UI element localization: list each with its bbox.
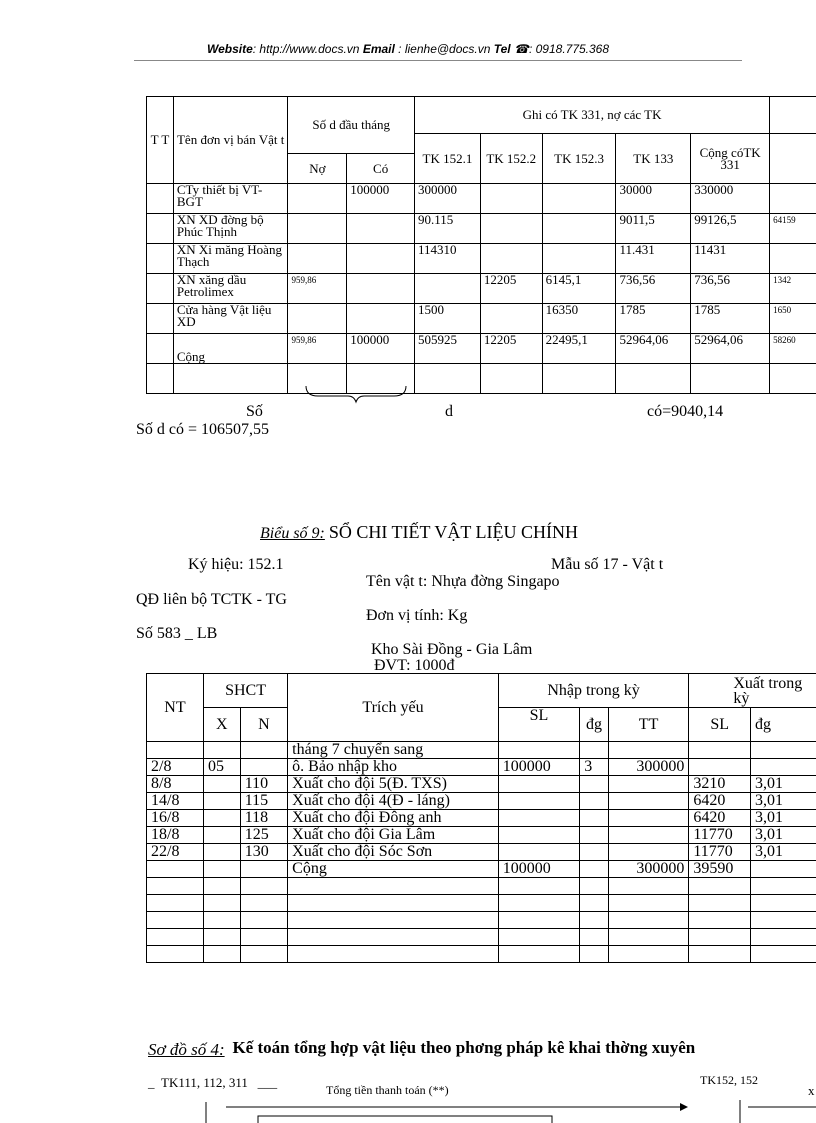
cell-ten: XN Xi măng Hoàng Thạch <box>173 244 288 274</box>
tong-tien: Tổng tiền thanh toán (**) <box>326 1083 449 1097</box>
bieu-label: Biểu số 9: <box>260 525 325 542</box>
cell-ty: Xuất cho đội 5(Đ. TXS) <box>288 776 499 793</box>
cell-d: 30000 <box>616 184 691 214</box>
cell-dg <box>580 827 609 844</box>
cell-sl2 <box>689 759 751 776</box>
cell-b <box>480 184 542 214</box>
cell-ten: XN XD đờng bộ Phúc Thịnh <box>173 214 288 244</box>
cell-nt: 22/8 <box>147 844 204 861</box>
col-cut <box>770 97 816 134</box>
cell-nt <box>147 861 204 878</box>
note-d: d <box>445 403 453 420</box>
cell-sl2: 11770 <box>689 827 751 844</box>
cell-x <box>203 810 240 827</box>
website-label: Website <box>206 42 253 56</box>
cell-dg <box>580 844 609 861</box>
header-rule <box>134 60 742 61</box>
table-row <box>147 827 816 844</box>
tk152-label: TK152, 152 <box>700 1073 758 1087</box>
cell-nt <box>147 742 204 759</box>
cell-n <box>240 759 287 776</box>
cell-tt <box>147 274 174 304</box>
cell-b: 12205 <box>480 334 542 364</box>
cell-n <box>240 861 287 878</box>
col-trich-yeu: Trích yếu <box>288 674 499 742</box>
cell-nt: 8/8 <box>147 776 204 793</box>
cell-ten: Cộng <box>173 334 288 364</box>
col-dg: đg <box>580 708 609 742</box>
cell-tt <box>147 304 174 334</box>
cell-sl2: 6420 <box>689 793 751 810</box>
empty-row <box>147 912 816 929</box>
cell-co <box>347 244 415 274</box>
cell-ten: XN xăng dầu Petrolimex <box>173 274 288 304</box>
cell-tt <box>147 334 174 364</box>
cell-dg2: 3,01 <box>750 827 816 844</box>
note-so: Số <box>246 403 263 420</box>
cell-b <box>480 304 542 334</box>
note-sodu-co: Số d có = 106507,55 <box>136 421 270 438</box>
cell-sl2: 6420 <box>689 810 751 827</box>
cell-tt <box>608 810 689 827</box>
cell-x <box>203 827 240 844</box>
cell-dg <box>580 810 609 827</box>
cell-f <box>770 184 816 214</box>
website-url[interactable]: : http://www.docs.vn <box>252 42 360 56</box>
sodo-lines <box>180 1096 816 1123</box>
cell-no <box>288 214 347 244</box>
empty-row <box>147 946 816 963</box>
col-cut-2 <box>770 134 816 184</box>
cell-d: 52964,06 <box>616 334 691 364</box>
cell-tt: 300000 <box>608 759 689 776</box>
cell-a: 1500 <box>415 304 481 334</box>
cell-ten: CTy thiết bị VT- BGT <box>173 184 288 214</box>
cell-ty: Xuất cho đội Gia Lâm <box>288 827 499 844</box>
cell-d: 736,56 <box>616 274 691 304</box>
cell-tt <box>608 793 689 810</box>
cell-dg2 <box>750 742 816 759</box>
col-ghi-co: Ghi có TK 331, nợ các TK <box>415 97 770 134</box>
cell-e: 11431 <box>691 244 770 274</box>
bieu-heading <box>260 522 578 543</box>
cell-e: 52964,06 <box>691 334 770 364</box>
col-nhap: Nhập trong kỳ <box>498 674 689 708</box>
cell-f <box>770 244 816 274</box>
col-tt: TT <box>608 708 689 742</box>
cell-dg <box>580 776 609 793</box>
cell-n: 115 <box>240 793 287 810</box>
cell-a: 90.115 <box>415 214 481 244</box>
empty-row <box>147 895 816 912</box>
cell-sl <box>498 810 579 827</box>
cell-d: 1785 <box>616 304 691 334</box>
table-row <box>147 214 816 244</box>
table-row <box>147 274 816 304</box>
ten-vat-tu: Tên vật t: Nhựa đờng Singapo <box>366 573 560 590</box>
cell-e: 330000 <box>691 184 770 214</box>
col-so-du: Số d đầu tháng <box>288 97 415 154</box>
col-tk133: TK 133 <box>616 134 691 184</box>
cell-tt <box>608 844 689 861</box>
cell-nt: 14/8 <box>147 793 204 810</box>
cell-no: 959,86 <box>288 274 347 304</box>
table-row <box>147 304 816 334</box>
cell-no <box>288 304 347 334</box>
so-583: Số 583 _ LB <box>136 625 218 642</box>
cell-dg2 <box>750 759 816 776</box>
cell-co: 100000 <box>347 184 415 214</box>
cell-co: 100000 <box>347 334 415 364</box>
cell-n: 110 <box>240 776 287 793</box>
cell-dg2 <box>750 861 816 878</box>
cell-nt: 18/8 <box>147 827 204 844</box>
col-nt: NT <box>147 674 204 742</box>
cell-c: 16350 <box>542 304 616 334</box>
bieu-title: SỔ CHI TIẾT VẬT LIỆU CHÍNH <box>328 522 579 542</box>
col-co: Có <box>347 154 415 184</box>
email-address[interactable]: : lienhe@docs.vn <box>398 42 491 56</box>
cell-nt: 2/8 <box>147 759 204 776</box>
cell-ty: Xuất cho đội Đông anh <box>288 810 499 827</box>
cell-tt <box>608 827 689 844</box>
cell-x <box>203 776 240 793</box>
cell-x <box>203 844 240 861</box>
page-header <box>0 42 816 56</box>
tel-label: Tel <box>493 42 511 56</box>
cell-n: 125 <box>240 827 287 844</box>
col-tk1522: TK 152.2 <box>480 134 542 184</box>
cell-f: 64159 <box>770 214 816 244</box>
supplier-ledger-table <box>146 96 816 394</box>
col-sl2: SL <box>689 708 751 742</box>
cell-c: 22495,1 <box>542 334 616 364</box>
col-x: X <box>203 708 240 742</box>
cell-d: 9011,5 <box>616 214 691 244</box>
table-row <box>147 759 816 776</box>
cell-co <box>347 214 415 244</box>
sodo-title: Kế toán tổng hợp vật liệu theo phơng pháp kê khai thờng xuyên <box>232 1038 696 1057</box>
cell-b <box>480 244 542 274</box>
col-cong: Cộng cóTK 331 <box>691 134 770 184</box>
cell-dg <box>580 742 609 759</box>
cell-nt: 16/8 <box>147 810 204 827</box>
cell-no <box>288 244 347 274</box>
table-row <box>147 334 816 364</box>
table-row <box>147 810 816 827</box>
cell-x <box>203 742 240 759</box>
cell-sl: 100000 <box>498 759 579 776</box>
col-xuat: Xuất trong kỳ <box>689 674 816 708</box>
cell-e: 1785 <box>691 304 770 334</box>
col-tk1523: TK 152.3 <box>542 134 616 184</box>
kho: Kho Sài Đồng - Gia Lâm <box>371 641 533 658</box>
cell-tt <box>147 244 174 274</box>
col-sl: SL <box>498 708 579 742</box>
empty-row <box>147 878 816 895</box>
cell-sl <box>498 776 579 793</box>
cell-ty: Xuất cho đội Sóc Sơn <box>288 844 499 861</box>
col-ten-don-vi: Tên đơn vị bán Vật t <box>173 97 288 184</box>
qd-lien-bo: QĐ liên bộ TCTK - TG <box>136 591 287 608</box>
cell-ty: tháng 7 chuyển sang <box>288 742 499 759</box>
cell-dg2: 3,01 <box>750 844 816 861</box>
cell-f: 1650 <box>770 304 816 334</box>
cell-a: 300000 <box>415 184 481 214</box>
cell-x: 05 <box>203 759 240 776</box>
cell-co <box>347 274 415 304</box>
cell-x <box>203 861 240 878</box>
email-label: Email <box>362 42 395 56</box>
note-co-val: có=9040,14 <box>647 403 724 420</box>
cell-c <box>542 184 616 214</box>
cell-sl <box>498 844 579 861</box>
cell-a: 505925 <box>415 334 481 364</box>
col-n: N <box>240 708 287 742</box>
cell-sl2: 3210 <box>689 776 751 793</box>
cell-dg: 3 <box>580 759 609 776</box>
ky-hieu: Ký hiệu: 152.1 <box>188 556 284 573</box>
cell-ty: ô. Bảo nhập kho <box>288 759 499 776</box>
cell-no <box>288 184 347 214</box>
cell-ten: Cửa hàng Vật liệu XD <box>173 304 288 334</box>
col-dg2: đg <box>750 708 816 742</box>
cell-sl2: 39590 <box>689 861 751 878</box>
cell-x <box>203 793 240 810</box>
phone-number: : 0918.775.368 <box>528 42 610 56</box>
col-tk1521: TK 152.1 <box>415 134 481 184</box>
cell-ty: Cộng <box>288 861 499 878</box>
brace-mark <box>304 384 408 404</box>
col-shct: SHCT <box>203 674 287 708</box>
cell-sl2 <box>689 742 751 759</box>
table-row <box>147 184 816 214</box>
cell-dg2: 3,01 <box>750 793 816 810</box>
cell-b: 12205 <box>480 274 542 304</box>
cell-dg <box>580 861 609 878</box>
tk111-text: TK111, 112, 311 <box>161 1075 248 1090</box>
table-row <box>147 244 816 274</box>
cell-sl <box>498 827 579 844</box>
cell-sl2: 11770 <box>689 844 751 861</box>
cell-sl: 100000 <box>498 861 579 878</box>
cell-c: 6145,1 <box>542 274 616 304</box>
cell-no: 959,86 <box>288 334 347 364</box>
cell-n <box>240 742 287 759</box>
col-no: Nợ <box>288 154 347 184</box>
table-row <box>147 742 816 759</box>
cell-dg2: 3,01 <box>750 776 816 793</box>
cell-a: 114310 <box>415 244 481 274</box>
x-label: x <box>808 1083 815 1098</box>
cell-sl <box>498 793 579 810</box>
cell-f: 1342 <box>770 274 816 304</box>
cell-tt <box>608 742 689 759</box>
mau-so: Mẫu số 17 - Vật t <box>551 556 664 573</box>
table-row <box>147 776 816 793</box>
phone-icon: ☎ <box>514 42 529 56</box>
cell-e: 736,56 <box>691 274 770 304</box>
cell-tt <box>147 214 174 244</box>
cell-co <box>347 304 415 334</box>
cell-sl <box>498 742 579 759</box>
col-tt: T T <box>147 97 174 184</box>
cell-dg2: 3,01 <box>750 810 816 827</box>
cell-d: 11.431 <box>616 244 691 274</box>
cell-e: 99126,5 <box>691 214 770 244</box>
cell-tt <box>608 776 689 793</box>
sodo-heading <box>148 1040 699 1060</box>
table-row <box>147 844 816 861</box>
cell-tt <box>147 184 174 214</box>
don-vi-tinh: Đơn vị tính: Kg <box>366 607 468 624</box>
cell-c <box>542 244 616 274</box>
tk111-label: _ TK111, 112, 311 ___ <box>148 1075 278 1090</box>
cell-tt: 300000 <box>608 861 689 878</box>
cell-dg <box>580 793 609 810</box>
empty-row <box>147 929 816 946</box>
table-row <box>147 861 816 878</box>
cell-a <box>415 274 481 304</box>
dvt: ĐVT: 1000đ <box>374 657 455 674</box>
cell-f: 58260 <box>770 334 816 364</box>
cell-b <box>480 214 542 244</box>
cell-n: 118 <box>240 810 287 827</box>
cell-ty: Xuất cho đội 4(Đ - láng) <box>288 793 499 810</box>
cell-n: 130 <box>240 844 287 861</box>
sodo-label: Sơ đồ số 4: <box>148 1040 225 1059</box>
cell-c <box>542 214 616 244</box>
material-ledger-table <box>146 673 816 963</box>
table-row <box>147 793 816 810</box>
